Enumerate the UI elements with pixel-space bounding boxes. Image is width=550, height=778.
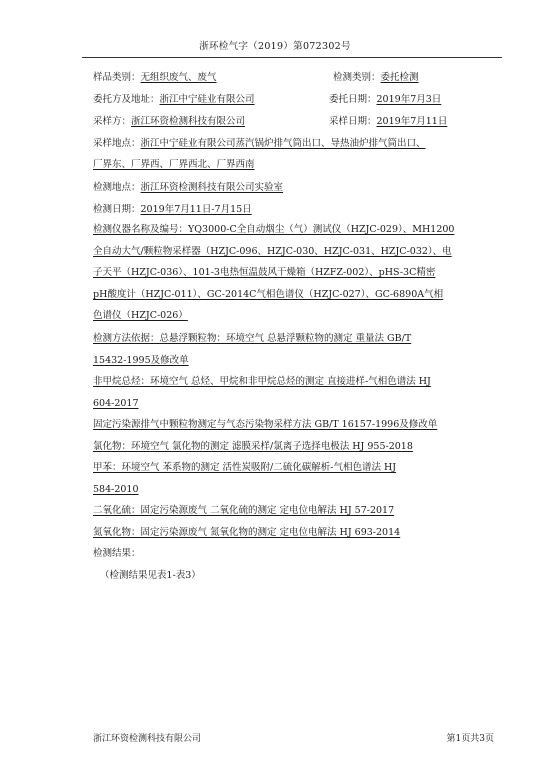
method-line: 非甲烷总烃：环境空气 总烃、甲烷和非甲烷总烃的测定 直接进样-气相色谱法 HJ — [93, 376, 431, 387]
test-date-value: 2019年7月11日-7月15日 — [140, 204, 252, 215]
instruments-line: 子天平（HZJC-036）、101-3电热恒温鼓风干燥箱（HZFZ-002）、pHS-3C精密 — [93, 267, 436, 278]
commission-date-row — [329, 92, 441, 107]
client-label: 委托方及地址： — [93, 94, 160, 105]
methods-block — [93, 328, 498, 543]
sample-category-row — [93, 70, 217, 85]
client-value: 浙江中宁硅业有限公司 — [159, 94, 255, 105]
sampling-site-line1: 浙江中宁硅业有限公司蒸汽锅炉排气筒出口、导热油炉排气筒出口、 — [140, 138, 426, 149]
method-line: 584-2010 — [93, 483, 139, 495]
test-category-row — [333, 70, 419, 85]
lab-row — [93, 180, 283, 195]
instruments-line: 检测仪器名称及编号：YQ3000-C全自动烟尘（气）测试仪（HZJC-029）、MH1200 — [93, 224, 455, 235]
sampler-value: 浙江环资检测科技有限公司 — [131, 116, 246, 127]
sampling-date-value: 2019年7月11日 — [376, 116, 448, 127]
test-category-label: 检测类别： — [333, 72, 381, 83]
test-date-row — [93, 202, 252, 217]
sampling-site-label: 采样地点： — [93, 138, 141, 149]
method-line: 固定污染源排气中颗粒物测定与气态污染物采样方法 GB/T 16157-1996及修改单 — [93, 419, 438, 430]
instruments-block — [93, 219, 498, 327]
test-category-value: 委托检测 — [380, 72, 419, 83]
sampling-site-row — [93, 136, 426, 151]
sample-category-value: 无组织废气、废气 — [140, 72, 217, 83]
sampling-site-row-2 — [93, 157, 255, 172]
report-number: 浙环检气字（2019）第072302号 — [199, 41, 351, 52]
sample-category-label: 样品类别： — [93, 72, 141, 83]
sampler-row — [93, 114, 245, 129]
instruments-line: pH酸度计（HZJC-011）、GC-2014C气相色谱仪（HZJC-027）、GC-6890A气相 — [93, 288, 444, 300]
method-line: 604-2017 — [93, 397, 139, 409]
client-row — [93, 92, 255, 107]
sampling-date-row — [329, 114, 447, 129]
commission-date-value: 2019年7月3日 — [376, 94, 442, 105]
footer-page-number: 第1页共3页 — [446, 734, 494, 744]
method-line: 氮氧化物：固定污染源废气 氮氧化物的测定 定电位电解法 HJ 693-2014 — [93, 526, 401, 538]
sampling-date-label: 采样日期： — [329, 116, 377, 127]
footer-company: 浙江环资检测科技有限公司 — [93, 734, 202, 744]
method-line: 甲苯：环境空气 苯系物的测定 活性炭吸附/二硫化碳解析-气相色谱法 HJ — [93, 462, 397, 473]
lab-label: 检测地点： — [93, 182, 141, 193]
sampling-site-line2: 厂界东、厂界西、厂界西北、厂界西南 — [93, 159, 255, 170]
lab-value: 浙江环资检测科技有限公司实验室 — [140, 182, 284, 193]
sampler-label: 采样方： — [93, 116, 132, 127]
method-line: 检测方法依据：总悬浮颗粒物：环境空气 总悬浮颗粒物的测定 重量法 GB/T — [93, 333, 412, 344]
results-label: 检测结果： — [93, 548, 141, 559]
instruments-line: 全自动大气/颗粒物采样器（HZJC-096、HZJC-030、HZJC-031、HZJC-032）、电 — [93, 245, 452, 257]
commission-date-label: 委托日期： — [329, 94, 377, 105]
results-note: （检测结果见表1-表3） — [100, 570, 201, 581]
instruments-line: 色谱仪（HZJC-026） — [93, 310, 188, 321]
method-line: 氯化物：环境空气 氯化物的测定 滤膜采样/氯离子选择电极法 HJ 955-2018 — [93, 440, 413, 452]
test-date-label: 检测日期： — [93, 204, 141, 215]
method-line: 15432-1995及修改单 — [93, 354, 189, 366]
header-divider — [82, 57, 502, 58]
method-line: 二氧化硫：固定污染源废气 二氧化硫的测定 定电位电解法 HJ 57-2017 — [93, 505, 395, 516]
